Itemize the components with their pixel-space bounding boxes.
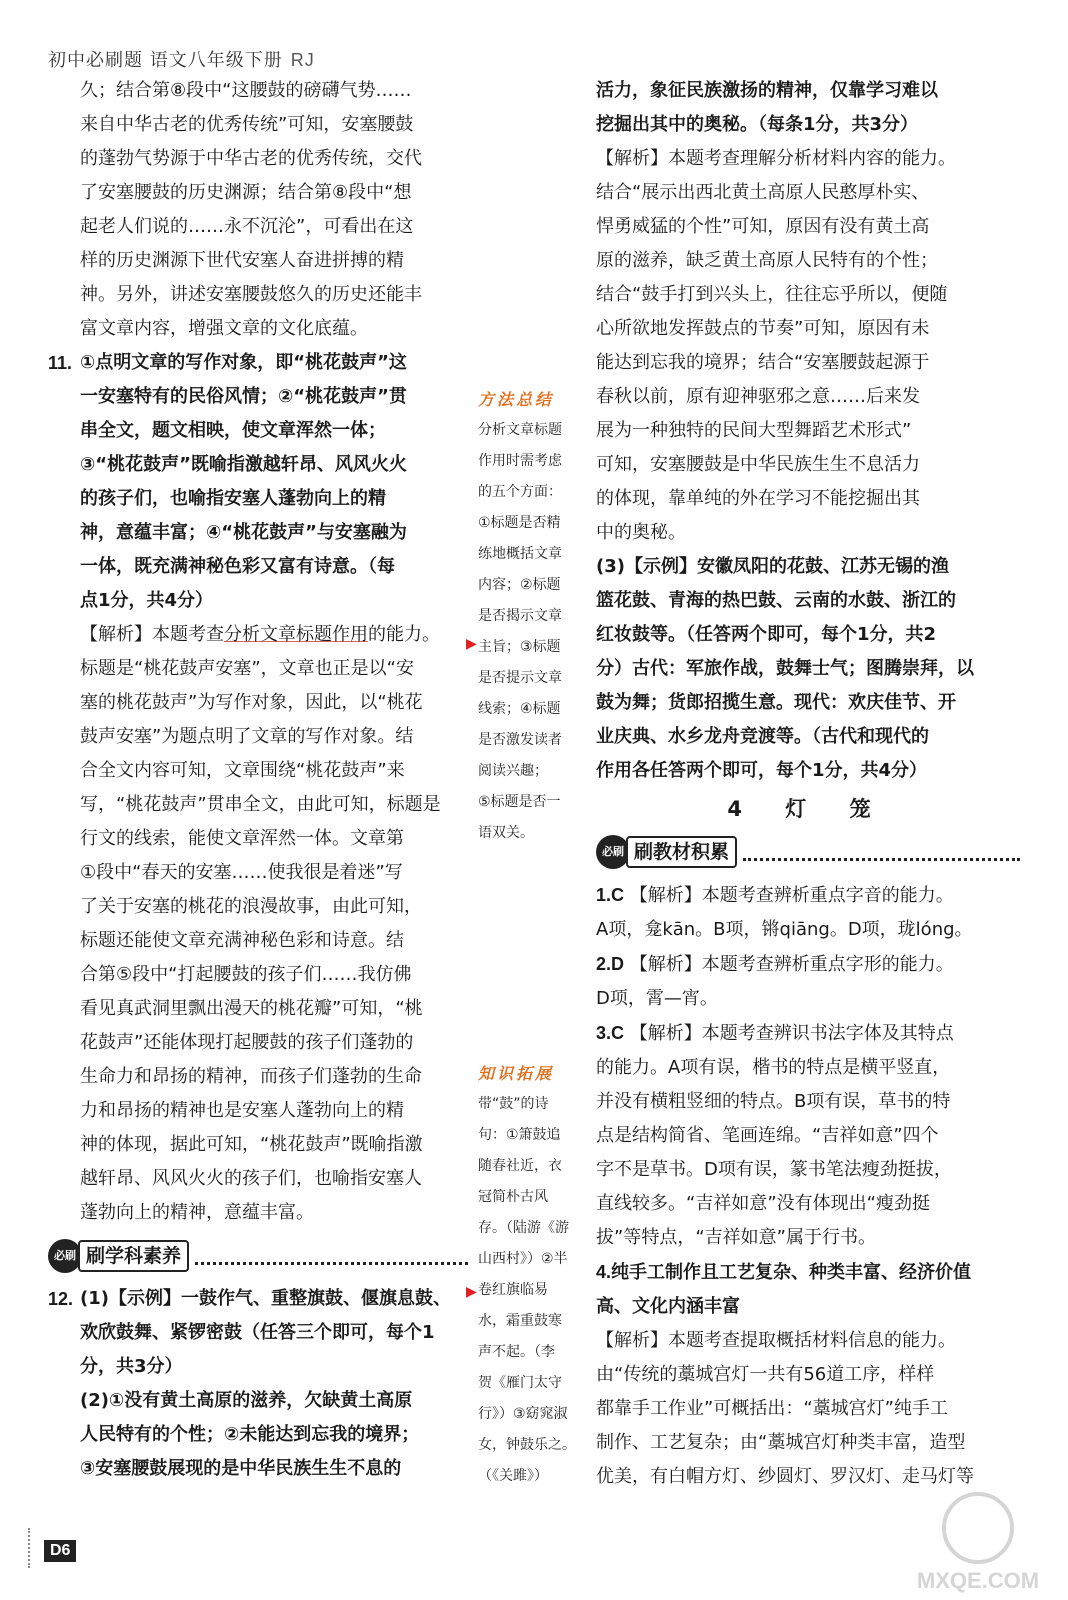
text-line: 由“传统的藁城宫灯一共有56道工序，样样 xyxy=(596,1364,935,1385)
q12-answer xyxy=(48,1282,468,1486)
text-line: ③“桃花鼓声”既喻指激越轩昂、风风火火 xyxy=(80,454,407,475)
analysis-tail: 的能力。 xyxy=(368,624,440,645)
text-line: 都靠手工作业”可概括出：“藁城宫灯”纯手工 xyxy=(596,1398,948,1419)
text-line: 原的滋养，缺乏黄土高原人民特有的个性； xyxy=(596,250,938,271)
text-line: 并没有横粗竖细的特点。B项有误，草书的特 xyxy=(596,1091,951,1112)
text-line: D项，霄—宵。 xyxy=(596,988,718,1009)
text-line: 来自中华古老的优秀传统”可知，安塞腰鼓 xyxy=(80,114,414,135)
text-line: 心所欲地发挥鼓点的节奏”可知，原因有未 xyxy=(596,318,930,339)
sidebar-method-summary xyxy=(478,384,582,849)
text-line: 神的体现，据此可知，“桃花鼓声”既喻指激 xyxy=(80,1134,423,1155)
text-line: 分，共3分） xyxy=(80,1356,183,1377)
side-line: 主旨；③标题 xyxy=(478,639,561,655)
side-line: 女，钟鼓乐之。 xyxy=(478,1437,576,1453)
text-line: 挖掘出其中的奥秘。（每条1分，共3分） xyxy=(596,114,919,135)
text-line: 标题是“桃花鼓声安塞”，文章也正是以“安 xyxy=(80,658,414,679)
text-line: 写，“桃花鼓声”贯串全文，由此可知，标题是 xyxy=(80,794,441,815)
brush-badge-icon: 必刷 xyxy=(596,835,630,869)
answer-letter: C xyxy=(611,885,625,905)
text-line: 神。另外，讲述安塞腰鼓悠久的历史还能丰 xyxy=(80,284,422,305)
side-line: （《关雎》） xyxy=(478,1468,548,1484)
question-number: 2. xyxy=(596,954,612,974)
text-line: (3)【示例】安徽凤阳的花鼓、江苏无锡的渔 xyxy=(596,556,949,577)
question-2 xyxy=(596,947,1020,1016)
side-line: 作用时需考虑 xyxy=(478,453,562,469)
text-line: 红妆鼓等。（任答两个即可，每个1分，共2 xyxy=(596,624,937,645)
page-number: D6 xyxy=(44,1540,76,1562)
text-line: 篮花鼓、青海的热巴鼓、云南的水鼓、浙江的 xyxy=(596,590,956,611)
text-line: 神，意蕴丰富；④“桃花鼓声”与安塞融为 xyxy=(80,522,407,543)
text-line: 了安塞腰鼓的历史渊源；结合第⑧段中“想 xyxy=(80,182,412,203)
section-label: 刷学科素养 xyxy=(78,1240,189,1272)
q11-answer xyxy=(48,346,468,618)
page-header xyxy=(48,46,315,72)
right-continuation xyxy=(596,74,1020,142)
text-line: 直线较多。“吉祥如意”没有体现出“瘦劲挺 xyxy=(596,1193,930,1214)
q11-analysis xyxy=(48,618,468,1230)
text-line: 可知，安塞腰鼓是中华民族生生不息活力 xyxy=(596,454,920,475)
lesson-title: 4 灯 笼 xyxy=(727,797,889,821)
pointer-arrow-icon: ▶ xyxy=(466,1284,477,1300)
side-line: 线索；④标题 xyxy=(478,701,561,717)
text-line: 串全文，题文相映，使文章浑然一体； xyxy=(80,420,386,441)
side-line: 句：①箫鼓追 xyxy=(478,1127,561,1143)
text-line: 标题还能使文章充满神秘色彩和诗意。结 xyxy=(80,930,404,951)
text: 【解析】本题考查辨析重点字音的能力。 xyxy=(629,885,954,906)
answer-letter: D xyxy=(611,954,625,974)
text-line: 花鼓声”还能体现打起腰鼓的孩子们蓬勃的 xyxy=(80,1032,414,1053)
text-line: 制作、工艺复杂；由“藁城宫灯种类丰富，造型 xyxy=(596,1432,966,1453)
text-line: 看见真武洞里飘出漫天的桃花瓣”可知，“桃 xyxy=(80,998,423,1019)
text-line: 活力，象征民族激扬的精神，仅靠学习难以 xyxy=(596,80,938,101)
text-line: 的体现，靠单纯的外在学习不能挖掘出其 xyxy=(596,488,920,509)
text-line: 点是结构简省、笔画连绵。“吉祥如意”四个 xyxy=(596,1125,939,1146)
dotted-divider xyxy=(195,1248,468,1265)
text-line xyxy=(596,1255,1020,1290)
right-column xyxy=(596,74,1020,1494)
side-line: 行》）③窈窕淑 xyxy=(478,1406,568,1422)
text-line: 久；结合第⑧段中“这腰鼓的磅礴气势…… xyxy=(80,80,412,101)
text: 【解析】本题考查辨析重点字形的能力。 xyxy=(629,954,954,975)
text-line: 样的历史渊源下世代安塞人奋进拼搏的精 xyxy=(80,250,404,271)
side-line: 随春社近，衣 xyxy=(478,1158,562,1174)
text-line: 【解析】本题考查理解分析材料内容的能力。 xyxy=(596,148,956,169)
header-tag: RJ xyxy=(290,50,315,70)
text-line: 力和昂扬的精神也是安塞人蓬勃向上的精 xyxy=(80,1100,404,1121)
header-title: 初中必刷题 语文八年级下册 xyxy=(48,50,283,71)
q12-analysis xyxy=(596,142,1020,550)
question-number: 12. xyxy=(48,1289,74,1309)
side-line: 存。（陆游《游 xyxy=(478,1220,569,1236)
text-line: 塞的桃花鼓声”为写作对象，因此，以“桃花 xyxy=(80,692,423,713)
watermark-logo xyxy=(908,1486,1048,1596)
footer-dotted-mark xyxy=(28,1528,44,1568)
text-line: 中的奥秘。 xyxy=(596,522,686,543)
side-line: 阅读兴趣； xyxy=(478,763,548,779)
question-number: 11. xyxy=(48,353,73,373)
answer-letter: C xyxy=(611,1023,625,1043)
text-line: 一安塞特有的民俗风情；②“桃花鼓声”贯 xyxy=(80,386,407,407)
text-line: 优美，有白帽方灯、纱圆灯、罗汉灯、走马灯等 xyxy=(596,1466,974,1487)
watermark-text: MXQE.COM xyxy=(916,1568,1040,1593)
text-line: 鼓为舞；货郎招揽生意。现代：欢庆佳节、开 xyxy=(596,692,956,713)
text-line: (1)【示例】一鼓作气、重整旗鼓、偃旗息鼓、 xyxy=(80,1288,451,1309)
text-line xyxy=(596,1016,1020,1051)
text: 纯手工制作且工艺复杂、种类丰富、经济价值 xyxy=(611,1262,972,1283)
underlined-text: 分析文章标题作用 xyxy=(224,624,368,645)
side-line: 声不起。（李 xyxy=(478,1344,555,1360)
text-line xyxy=(596,947,1020,982)
knowledge-title: 知识拓展 xyxy=(478,1064,555,1083)
section-badge-subject xyxy=(48,1236,468,1276)
text-line: 【解析】本题考查提取概括材料信息的能力。 xyxy=(596,1330,956,1351)
dotted-divider xyxy=(743,844,1020,861)
text-line: A项，龛kān。B项，锵qiāng。D项，珑lóng。 xyxy=(596,919,973,940)
text-line: (2)①没有黄土高原的滋养，欠缺黄土高原 xyxy=(80,1390,413,1411)
text-line: 点1分，共4分） xyxy=(80,590,214,611)
side-line: 卷红旗临易 xyxy=(478,1282,548,1298)
text-line: 能达到忘我的境界；结合“安塞腰鼓起源于 xyxy=(596,352,930,373)
text-line: 的蓬勃气势源于中华古老的优秀传统，交代 xyxy=(80,148,422,169)
text-line: 高、文化内涵丰富 xyxy=(596,1296,740,1317)
question-12 xyxy=(48,1282,468,1486)
brush-badge-icon: 必刷 xyxy=(48,1239,82,1273)
text-line: 越轩昂、风风火火的孩子们，也喻指安塞人 xyxy=(80,1168,422,1189)
question-1 xyxy=(596,878,1020,947)
text-line: 作用各任答两个即可，每个1分，共4分） xyxy=(596,760,928,781)
side-line: 分析文章标题 xyxy=(478,422,562,438)
text-line: 春秋以前，原有迎神驱邪之意……后来发 xyxy=(596,386,920,407)
text-line: 了关于安塞的桃花的浪漫故事，由此可知， xyxy=(80,896,422,917)
text-line xyxy=(80,618,468,652)
side-line: ⑤标题是否一 xyxy=(478,794,561,810)
text-line: 结合“展示出西北黄土高原人民憨厚朴实、 xyxy=(596,182,930,203)
side-line: 内容；②标题 xyxy=(478,577,561,593)
left-column xyxy=(48,74,468,1486)
text-line: 分）古代：军旅作战，鼓舞士气；图腾崇拜，以 xyxy=(596,658,974,679)
text-line: 拔”等特点，“吉祥如意”属于行书。 xyxy=(596,1227,876,1248)
text-line: 业庆典、水乡龙舟竞渡等。（古代和现代的 xyxy=(596,726,929,747)
text-line: ①段中“春天的安塞……使我很是着迷”写 xyxy=(80,862,403,883)
sidebar-knowledge-expansion xyxy=(478,1058,582,1492)
pointer-arrow-icon: ▶ xyxy=(466,636,477,652)
text-line: 合第⑤段中“打起腰鼓的孩子们……我仿佛 xyxy=(80,964,412,985)
text-line: 富文章内容，增强文章的文化底蕴。 xyxy=(80,318,368,339)
text: 【解析】本题考查辨识书法字体及其特点 xyxy=(629,1023,954,1044)
question-number: 4. xyxy=(596,1262,612,1282)
question-3 xyxy=(596,1016,1020,1255)
text-line: 起老人们说的……永不沉沦”，可看出在这 xyxy=(80,216,414,237)
side-line: ①标题是否精 xyxy=(478,515,561,531)
analysis-head: 【解析】本题考查 xyxy=(80,624,224,645)
text-line: 悍勇威猛的个性”可知，原因有没有黄土高 xyxy=(596,216,930,237)
side-line: 贺《雁门太守 xyxy=(478,1375,562,1391)
text-line: 生命力和昂扬的精神，而孩子们蓬勃的生命 xyxy=(80,1066,422,1087)
text-line: 行文的线索，能使文章浑然一体。文章第 xyxy=(80,828,404,849)
text-line: 结合“鼓手打到兴头上，往往忘乎所以，便随 xyxy=(596,284,948,305)
side-line: 练地概括文章 xyxy=(478,546,562,562)
text-line: 蓬勃向上的精神，意蕴丰富。 xyxy=(80,1202,314,1223)
text-line: 的能力。A项有误，楷书的特点是横平竖直， xyxy=(596,1057,951,1078)
side-line: 是否激发读者 xyxy=(478,732,562,748)
left-continuation xyxy=(48,74,468,346)
text-line: 人民特有的个性；②未能达到忘我的境界； xyxy=(80,1424,420,1445)
side-line: 是否揭示文章 xyxy=(478,608,562,624)
side-line: 的五个方面： xyxy=(478,484,562,500)
side-line: 水，霜重鼓寒 xyxy=(478,1313,562,1329)
text-line xyxy=(596,878,1020,913)
text-line: 的孩子们，也喻指安塞人蓬勃向上的精 xyxy=(80,488,386,509)
text-line: 展为一种独特的民间大型舞蹈艺术形式” xyxy=(596,420,912,441)
text-line: 字不是草书。D项有误，篆书笔法瘦劲挺拔， xyxy=(596,1159,952,1180)
side-line: 带“鼓”的诗 xyxy=(478,1096,549,1112)
side-line: 山西村》）②半 xyxy=(478,1251,568,1267)
question-11 xyxy=(48,346,468,1230)
text-line: 合全文内容可知，文章围绕“桃花鼓声”来 xyxy=(80,760,405,781)
method-title: 方法总结 xyxy=(478,390,555,409)
text-line: 一体，既充满神秘色彩又富有诗意。（每 xyxy=(80,556,395,577)
section-label: 刷教材积累 xyxy=(626,836,737,868)
side-line: 是否提示文章 xyxy=(478,670,562,686)
question-4 xyxy=(596,1255,1020,1494)
section-badge-textbook xyxy=(596,832,1020,872)
side-line: 冠简朴古风 xyxy=(478,1189,548,1205)
text-line: 欢欣鼓舞、紧锣密鼓（任答三个即可，每个1 xyxy=(80,1322,435,1343)
question-number: 3. xyxy=(596,1023,612,1043)
text-line: ①点明文章的写作对象，即“桃花鼓声”这 xyxy=(80,352,407,373)
q12-part3 xyxy=(596,550,1020,788)
text-line: ③安塞腰鼓展现的是中华民族生生不息的 xyxy=(80,1458,402,1479)
question-number: 1. xyxy=(596,885,612,905)
text-line: 鼓声安塞”为题点明了文章的写作对象。结 xyxy=(80,726,414,747)
side-line: 语双关。 xyxy=(478,825,534,841)
